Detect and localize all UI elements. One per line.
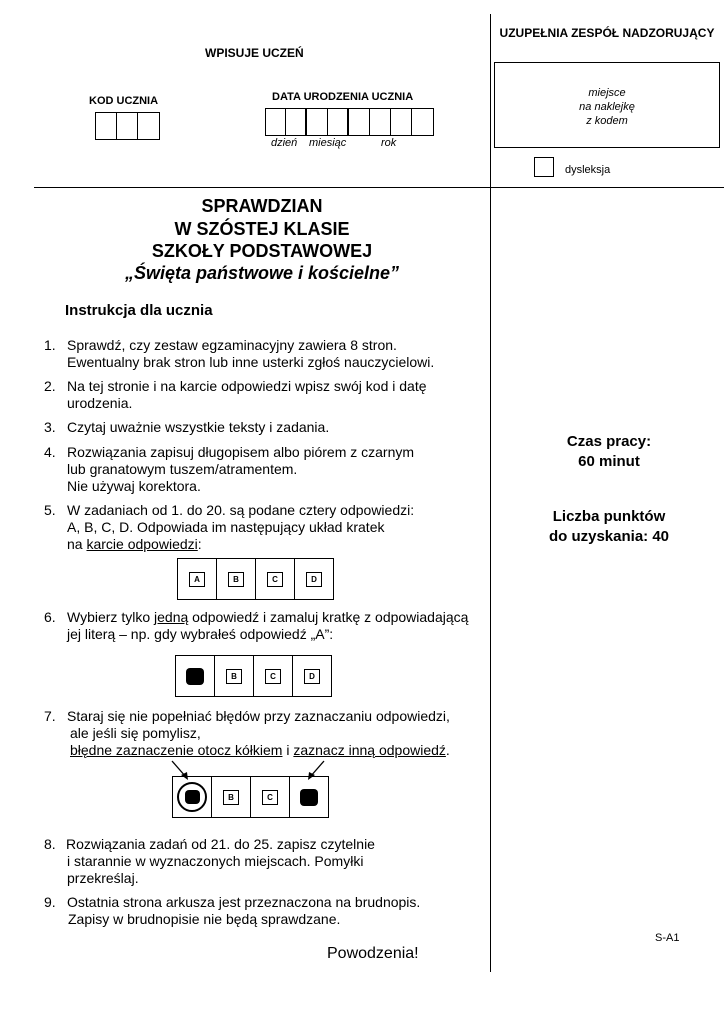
max-points: Liczba punktów do uzyskania: 40 <box>548 508 670 545</box>
student-code-field[interactable] <box>95 112 160 140</box>
birth-date-field[interactable] <box>265 108 434 136</box>
title-line-3: SZKOŁY PODSTAWOWEJ <box>151 241 373 261</box>
work-time: Czas pracy: 60 minut <box>566 433 652 470</box>
student-fills-label: WPISUJE UCZEŃ <box>205 46 304 60</box>
good-luck-text: Powodzenia! <box>327 945 419 962</box>
title-subtitle: „Święta państwowe i kościelne” <box>124 263 400 283</box>
year-label: rok <box>381 137 397 149</box>
answer-box-b: B <box>223 790 239 805</box>
answer-box-c: C <box>262 790 278 805</box>
answer-grid-example <box>177 558 334 600</box>
committee-fills-label: UZUPEŁNIA ZESPÓŁ NADZORUJĄCY <box>499 26 715 40</box>
student-code-label: KOD UCZNIA <box>89 95 159 107</box>
sticker-placeholder <box>494 62 720 148</box>
sticker-line-1: miejsce <box>588 87 626 99</box>
dyslexia-label: dysleksja <box>565 164 611 176</box>
answer-grid-corrected <box>172 776 329 818</box>
day-label: dzień <box>271 137 298 149</box>
filled-box-d <box>300 789 318 806</box>
birth-date-label: DATA URODZENIA UCZNIA <box>272 91 414 103</box>
sheet-code: S-A1 <box>655 932 680 944</box>
vertical-divider <box>490 14 491 972</box>
answer-box-b: B <box>226 669 242 684</box>
horizontal-divider <box>34 187 724 188</box>
title-line-1: SPRAWDZIAN <box>201 196 323 216</box>
month-label: miesiąc <box>309 137 347 149</box>
answer-box-d: D <box>304 669 320 684</box>
title-line-2: W SZÓSTEJ KLASIE <box>174 219 350 239</box>
answer-grid-filled <box>175 655 332 697</box>
answer-box-c: C <box>265 669 281 684</box>
answer-box-b: B <box>228 572 244 587</box>
answer-box-c: C <box>267 572 283 587</box>
answer-box-d: D <box>306 572 322 587</box>
circled-mistake <box>177 782 207 812</box>
sticker-line-3: z kodem <box>586 115 628 127</box>
answer-box-a: A <box>189 572 205 587</box>
instructions-heading: Instrukcja dla ucznia <box>65 302 213 319</box>
dyslexia-checkbox[interactable] <box>534 157 554 177</box>
filled-box-a <box>186 668 204 685</box>
sticker-line-2: na naklejkę <box>579 101 635 113</box>
